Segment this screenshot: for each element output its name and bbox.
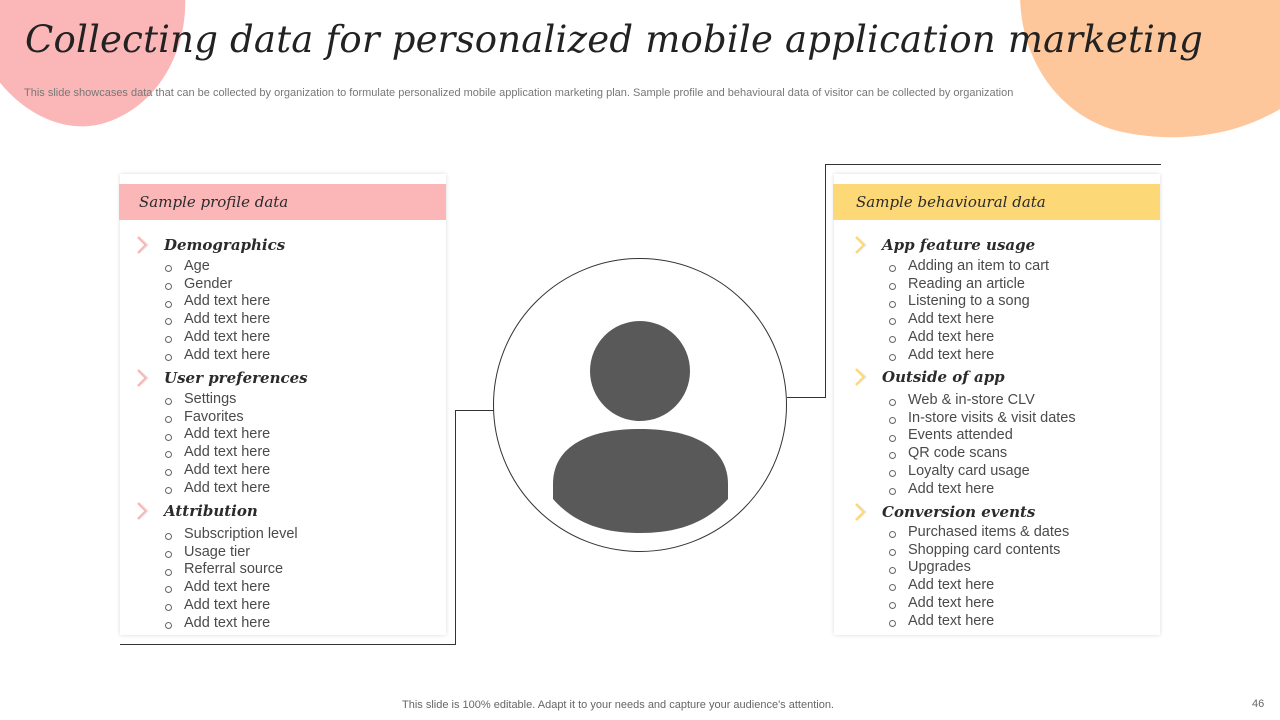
list-item: Favorites bbox=[165, 409, 270, 427]
profile-data-panel bbox=[120, 174, 446, 635]
right-connector-bottom bbox=[787, 397, 826, 398]
section-demographics bbox=[136, 236, 285, 254]
chevron-right-icon bbox=[854, 236, 870, 254]
list-item: Add text here bbox=[889, 595, 1069, 613]
chevron-right-icon bbox=[136, 369, 152, 387]
left-connector-vertical bbox=[455, 410, 456, 645]
list-item: Reading an article bbox=[889, 276, 1049, 294]
list-item: Add text here bbox=[889, 481, 1076, 499]
list-item: QR code scans bbox=[889, 445, 1076, 463]
page-number: 46 bbox=[1252, 698, 1265, 710]
user-preferences-list bbox=[165, 391, 270, 497]
list-item: Add text here bbox=[165, 329, 270, 347]
section-title: Demographics bbox=[164, 236, 286, 254]
list-item: Age bbox=[165, 258, 270, 276]
demographics-list bbox=[165, 258, 270, 364]
list-item: Add text here bbox=[165, 480, 270, 498]
list-item: Add text here bbox=[165, 579, 298, 597]
chevron-right-icon bbox=[854, 368, 870, 386]
profile-panel-header: Sample profile data bbox=[119, 184, 446, 220]
section-attribution bbox=[136, 502, 258, 520]
list-item: Add text here bbox=[165, 597, 298, 615]
behavioural-panel-header: Sample behavioural data bbox=[833, 184, 1160, 220]
section-conversion-events bbox=[854, 503, 1035, 521]
list-item: Add text here bbox=[889, 311, 1049, 329]
section-title: App feature usage bbox=[882, 236, 1036, 254]
list-item: Usage tier bbox=[165, 544, 298, 562]
chevron-right-icon bbox=[136, 236, 152, 254]
list-item: Add text here bbox=[165, 462, 270, 480]
list-item: Shopping card contents bbox=[889, 542, 1069, 560]
section-title: Conversion events bbox=[882, 503, 1036, 521]
list-item: Settings bbox=[165, 391, 270, 409]
left-connector-bottom bbox=[120, 644, 456, 645]
slide-subtitle: This slide showcases data that can be collected by organization to formulate personalized mobile application marketing plan. Sample profile and behavioural data of visitor can be collected by organization bbox=[24, 87, 1014, 99]
list-item: Add text here bbox=[165, 347, 270, 365]
section-title: Attribution bbox=[164, 502, 258, 520]
attribution-list bbox=[165, 526, 298, 632]
conversion-events-list bbox=[889, 524, 1069, 630]
slide-title: Collecting data for personalized mobile application marketing bbox=[25, 18, 1204, 61]
list-item: Adding an item to cart bbox=[889, 258, 1049, 276]
right-connector-vertical bbox=[825, 164, 826, 398]
list-item: Listening to a song bbox=[889, 293, 1049, 311]
list-item: Referral source bbox=[165, 561, 298, 579]
chevron-right-icon bbox=[136, 502, 152, 520]
list-item: Add text here bbox=[165, 615, 298, 633]
list-item: Add text here bbox=[165, 444, 270, 462]
slide-footer: This slide is 100% editable. Adapt it to your needs and capture your audience's attention. bbox=[402, 699, 834, 711]
left-connector-top bbox=[455, 410, 494, 411]
app-feature-usage-list bbox=[889, 258, 1049, 364]
list-item: Add text here bbox=[889, 347, 1049, 365]
list-item: Add text here bbox=[165, 426, 270, 444]
section-title: User preferences bbox=[164, 369, 308, 387]
section-title: Outside of app bbox=[882, 368, 1005, 386]
list-item: Loyalty card usage bbox=[889, 463, 1076, 481]
list-item: Add text here bbox=[165, 311, 270, 329]
user-avatar-icon bbox=[494, 259, 786, 551]
list-item: Add text here bbox=[889, 613, 1069, 631]
list-item: Gender bbox=[165, 276, 270, 294]
section-outside-of-app bbox=[854, 368, 1005, 386]
section-user-preferences bbox=[136, 369, 308, 387]
avatar-circle bbox=[493, 258, 787, 552]
list-item: Add text here bbox=[165, 293, 270, 311]
section-app-feature-usage bbox=[854, 236, 1035, 254]
list-item: Add text here bbox=[889, 577, 1069, 595]
outside-of-app-list bbox=[889, 392, 1076, 498]
list-item: Subscription level bbox=[165, 526, 298, 544]
list-item: Events attended bbox=[889, 427, 1076, 445]
list-item: Purchased items & dates bbox=[889, 524, 1069, 542]
chevron-right-icon bbox=[854, 503, 870, 521]
right-connector-top bbox=[825, 164, 1161, 165]
list-item: Upgrades bbox=[889, 559, 1069, 577]
list-item: In-store visits & visit dates bbox=[889, 410, 1076, 428]
list-item: Add text here bbox=[889, 329, 1049, 347]
list-item: Web & in-store CLV bbox=[889, 392, 1076, 410]
behavioural-data-panel bbox=[834, 174, 1160, 635]
